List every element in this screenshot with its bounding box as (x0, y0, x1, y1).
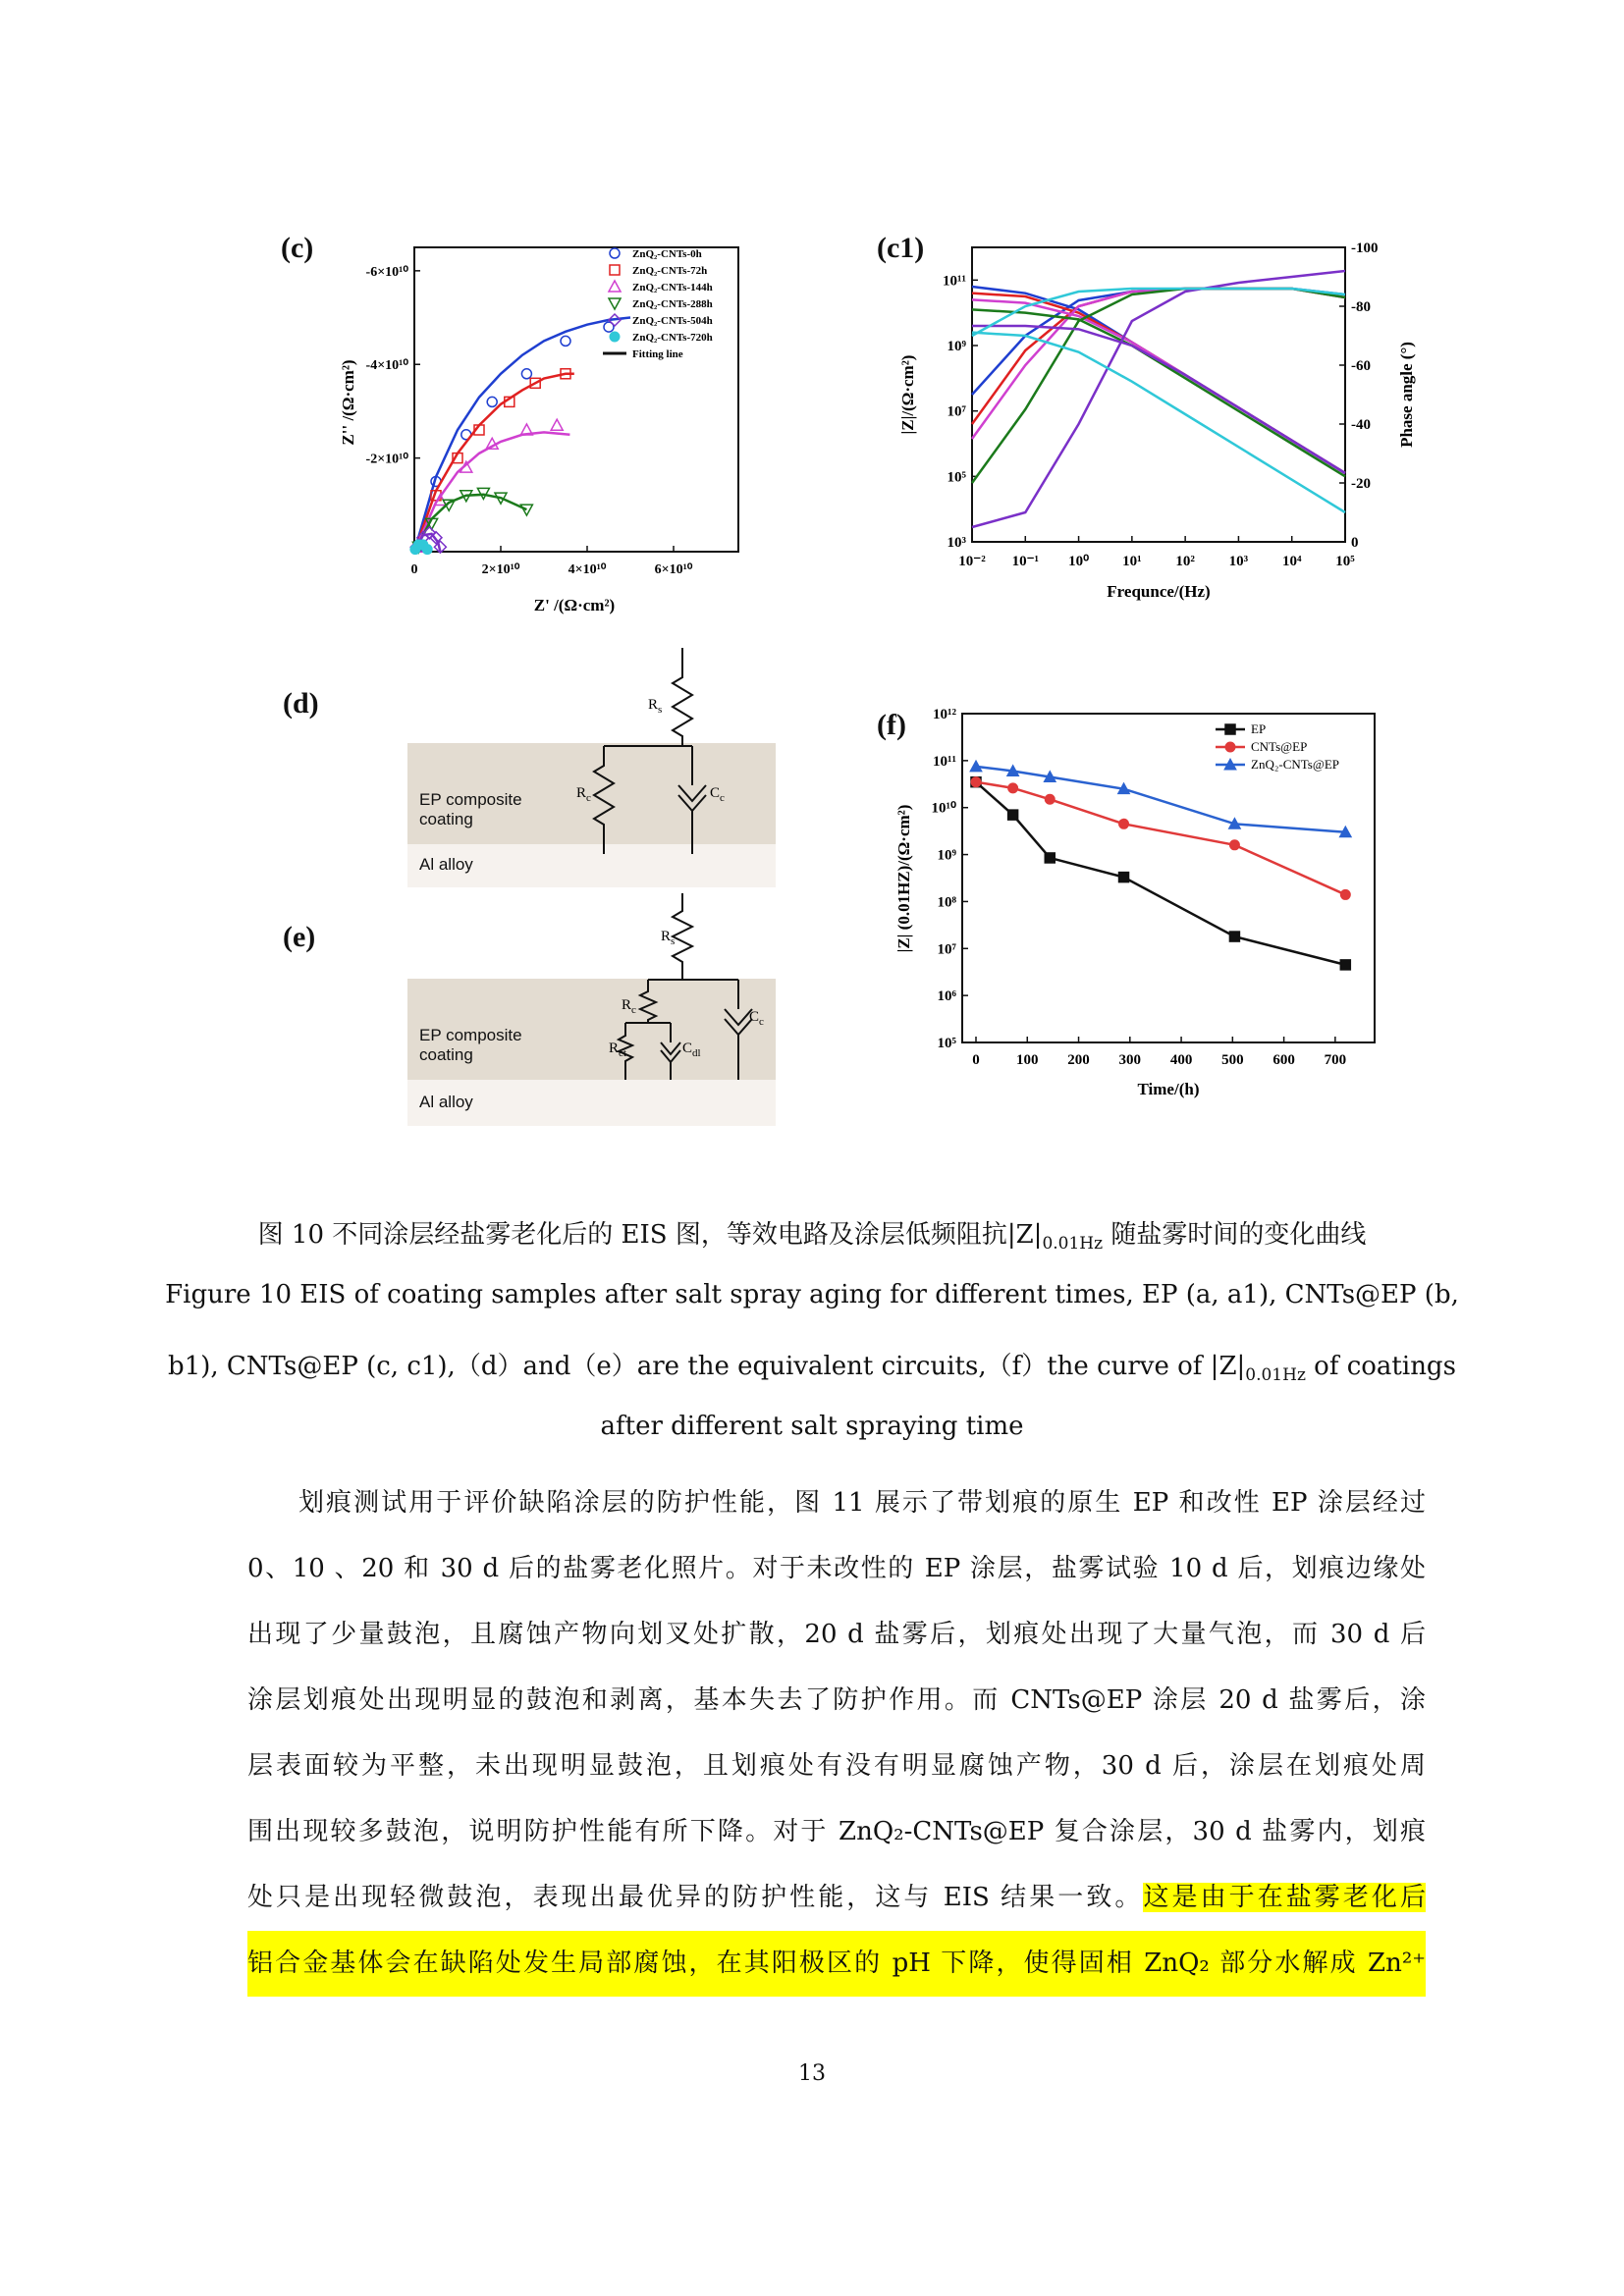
x-tick-label: 0 (410, 562, 418, 577)
rs-label: $R_s$ (661, 929, 676, 947)
series-line-2 (976, 767, 1345, 832)
legend-label: ZnQ₂-CNTs-504h (632, 315, 713, 327)
data-point (1119, 819, 1129, 828)
bode-chart (874, 236, 1424, 609)
impedance-line-1 (972, 294, 1345, 473)
phase-line-2 (972, 289, 1345, 439)
y-tick-label: 10¹¹ (933, 753, 956, 770)
data-point (520, 505, 532, 515)
data-point (971, 777, 981, 787)
caption-zh: 图 10 不同涂层经盐雾老化后的 EIS 图，等效电路及涂层低频阻抗$|Z|_{0.01Hz}$ 随盐雾时间的变化曲线 (257, 1220, 1367, 1255)
legend-label: ZnQ₂-CNTs-72h (632, 265, 708, 277)
y-tick-label: -6×10¹⁰ (365, 264, 408, 280)
circuit-e-wiring (407, 893, 776, 1139)
data-point (551, 419, 563, 430)
y-tick-label: 10⁷ (947, 403, 966, 420)
y-tick-label: 10⁶ (937, 988, 956, 1005)
data-point (422, 545, 432, 555)
y-tick-label: 10¹¹ (943, 273, 966, 290)
x-tick-label: 300 (1118, 1052, 1142, 1068)
x-tick-label: 700 (1324, 1052, 1347, 1068)
body-line: 0、10 、20 和 30 d 后的盐雾老化照片。对于未改性的 EP 涂层，盐雾试验 10 d 后，划痕边缘处 (247, 1554, 1426, 1583)
legend-label: ZnQ₂-CNTs-720h (632, 332, 713, 344)
highlighted-text: 铝合金基体会在缺陷处发生局部腐蚀，在其阳极区的 pH 下降，使得固相 ZnQ₂ 部分水解成 Zn²⁺ (247, 1931, 1426, 1997)
body-line: 围出现较多鼓泡，说明防护性能有所下降。对于 ZnQ₂-CNTs@EP 复合涂层，30 d 盐雾内，划痕 (247, 1817, 1426, 1846)
y-tick-label: -2×10¹⁰ (365, 452, 408, 467)
series-line-0 (976, 782, 1345, 965)
data-point (521, 369, 531, 379)
impedance-line-0 (972, 287, 1345, 473)
x-tick-label: 10⁻² (958, 554, 986, 569)
y-tick-label: 10⁵ (947, 469, 966, 486)
y-axis-label-left: |Z|/(Ω·cm²) (898, 354, 917, 435)
data-point (1340, 889, 1350, 899)
x-tick-label: 500 (1221, 1052, 1244, 1068)
substrate-label: Al alloy (419, 855, 473, 874)
cdl-label: $C_{dl}$ (682, 1041, 701, 1059)
coating-layer-label: EP composite coating (419, 1026, 522, 1064)
y-tick-label: 10³ (947, 535, 966, 551)
y2-tick-label: -60 (1351, 358, 1371, 374)
legend-marker (610, 332, 620, 342)
y-tick-label: 10⁵ (937, 1036, 956, 1051)
x-tick-label: 10⁰ (1068, 554, 1090, 569)
body-line: 层表面较为平整，未出现明显鼓泡，且划痕处有没有明显腐蚀产物，30 d 后，涂层在划痕处周 (247, 1751, 1426, 1781)
legend-label: EP (1251, 721, 1267, 736)
y-axis-label: |Z| (0.01HZ)/(Ω·cm²) (894, 804, 913, 953)
body-line: 处只是出现轻微鼓泡，表现出最优异的防护性能，这与 EIS 结果一致。这是由于在盐雾老化后 (247, 1883, 1426, 1912)
panel-e-label: (e) (283, 921, 316, 953)
caption-en-2: b1), CNTs@EP (c, c1),（d）and（e）are the equivalent circuits,（f）the curve of $|Z|_{0.01Hz}$ of coatings (168, 1352, 1456, 1386)
legend-marker (610, 265, 620, 275)
cc-label: $C_c$ (749, 1009, 764, 1028)
y-tick-label: 10⁹ (947, 339, 966, 354)
y-tick-label: 10¹⁰ (931, 800, 956, 817)
x-tick-label: 10⁻¹ (1011, 554, 1039, 569)
y2-tick-label: -40 (1351, 417, 1371, 433)
x-tick-label: 6×10¹⁰ (654, 562, 693, 577)
legend-marker (609, 298, 621, 309)
body-line: 划痕测试用于评价缺陷涂层的防护性能，图 11 展示了带划痕的原生 EP 和改性 EP 涂层经过 (298, 1488, 1426, 1518)
x-tick-label: 200 (1067, 1052, 1090, 1068)
y2-tick-label: -100 (1351, 240, 1379, 256)
data-point (1229, 932, 1239, 941)
x-tick-label: 10³ (1228, 554, 1249, 569)
x-axis-label: Frequnce/(Hz) (1107, 582, 1211, 601)
x-tick-label: 10⁴ (1281, 554, 1302, 569)
y-tick-label: 10⁸ (937, 894, 956, 911)
legend-label: Fitting line (632, 348, 683, 360)
panel-f-label: (f) (877, 709, 906, 741)
y2-tick-label: -20 (1351, 476, 1371, 492)
legend-label: ZnQ₂-CNTs-288h (632, 298, 713, 310)
x-tick-label: 10² (1175, 554, 1195, 569)
page-number: 13 (798, 2061, 826, 2086)
y2-tick-label: -80 (1351, 299, 1371, 315)
nyquist-chart (324, 236, 835, 628)
y-tick-label: 10⁷ (937, 941, 956, 958)
legend-label: CNTs@EP (1251, 739, 1308, 754)
x-tick-label: 400 (1169, 1052, 1193, 1068)
rc-label: $R_c$ (622, 997, 636, 1016)
y-tick-label: 10⁹ (937, 847, 956, 864)
cc-label: $C_c$ (710, 785, 725, 804)
legend-label: ZnQ₂-CNTs-0h (632, 248, 702, 260)
y-axis-label-right: Phase angle (°) (1397, 342, 1416, 448)
rs-label: $R_s$ (648, 697, 663, 716)
legend-marker (609, 281, 621, 292)
x-tick-label: 600 (1272, 1052, 1295, 1068)
data-point (1340, 960, 1350, 970)
data-point (487, 397, 497, 406)
body-line: 出现了少量鼓泡，且腐蚀产物向划叉处扩散，20 d 盐雾后，划痕处出现了大量气泡，而 30 d 后 (247, 1620, 1426, 1649)
x-tick-label: 100 (1016, 1052, 1039, 1068)
y2-tick-label: 0 (1351, 535, 1359, 551)
body-line: 涂层划痕处出现明显的鼓泡和剥离，基本失去了防护作用。而 CNTs@EP 涂层 20 d 盐雾后，涂 (247, 1685, 1426, 1715)
highlighted-text: 这是由于在盐雾老化后 (1143, 1883, 1426, 1912)
panel-c-label: (c) (281, 232, 314, 264)
series-line-1 (976, 782, 1345, 895)
legend-label: ZnQ₂-CNTs@EP (1251, 757, 1339, 772)
x-tick-label: 0 (972, 1052, 980, 1068)
panel-c1-label: (c1) (877, 232, 925, 264)
y-tick-label: 10¹² (933, 707, 956, 722)
body-paragraph (247, 1470, 1426, 1997)
legend-label: ZnQ₂-CNTs-144h (632, 282, 713, 294)
data-point (1229, 840, 1239, 850)
panel-d-label: (d) (283, 687, 319, 720)
x-tick-label: 10⁵ (1335, 554, 1355, 569)
fit-line-1 (414, 374, 574, 552)
substrate-label: Al alloy (419, 1093, 473, 1111)
caption-en-1: Figure 10 EIS of coating samples after salt spray aging for different times, EP (a, a1), CNTs@EP (b, (165, 1280, 1459, 1309)
y-axis-label: Z'' /(Ω·cm²) (339, 359, 357, 446)
rct-label: $R_{ct}$ (609, 1041, 626, 1059)
data-point (1045, 853, 1055, 863)
y-tick-label: -4×10¹⁰ (365, 358, 408, 374)
coating-layer-label: EP composite coating (419, 790, 522, 828)
data-point (1119, 873, 1129, 882)
x-tick-label: 2×10¹⁰ (481, 562, 520, 577)
rc-label: $R_c$ (576, 785, 591, 804)
x-axis-label: Time/(h) (1137, 1080, 1200, 1098)
data-point (1008, 783, 1018, 793)
legend-marker (610, 248, 620, 258)
data-point (1008, 810, 1018, 820)
legend-marker (1225, 742, 1235, 752)
x-tick-label: 10¹ (1122, 554, 1142, 569)
x-axis-label: Z' /(Ω·cm²) (533, 596, 616, 614)
legend-marker (1225, 724, 1235, 734)
caption-en-3: after different salt spraying time (600, 1412, 1024, 1441)
circuit-d-wiring (407, 648, 776, 893)
x-tick-label: 4×10¹⁰ (568, 562, 607, 577)
data-point (1045, 794, 1055, 804)
data-point (561, 336, 570, 346)
impedance-time-chart (874, 702, 1404, 1114)
phase-line-3 (972, 289, 1345, 483)
